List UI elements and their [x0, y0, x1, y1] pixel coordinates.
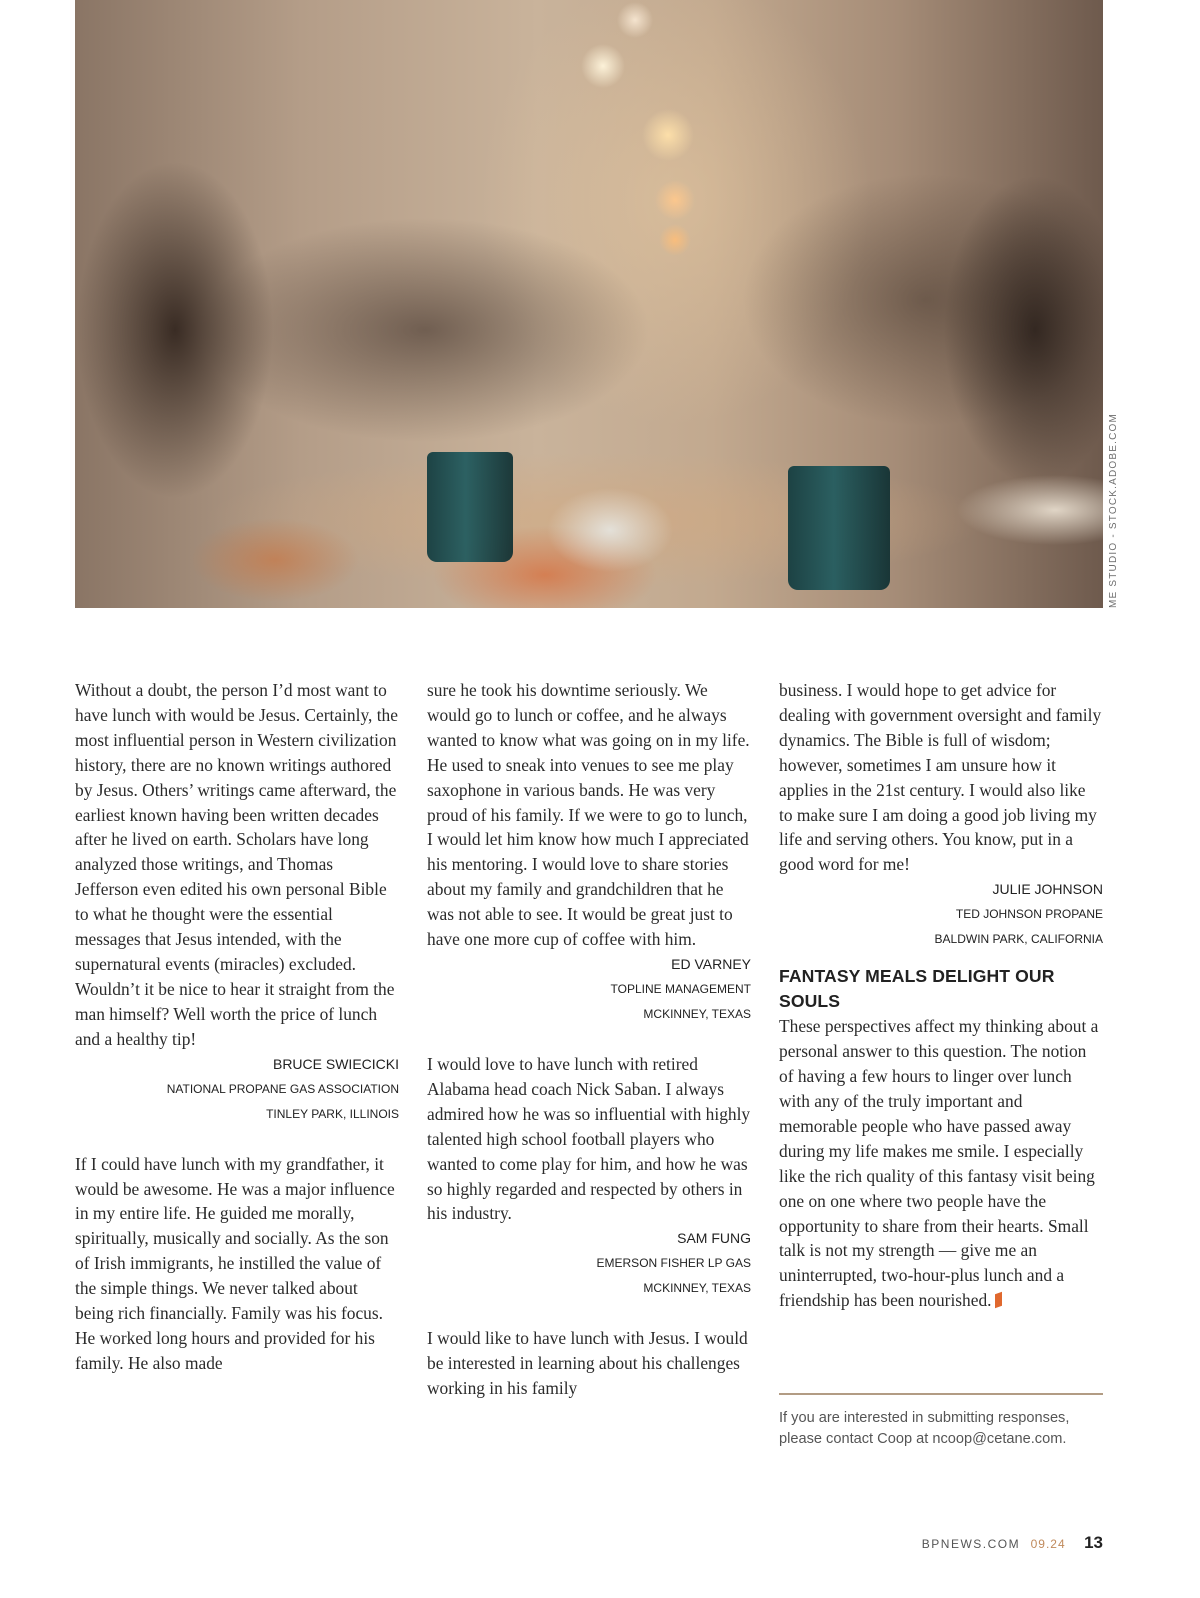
column-1: [75, 678, 399, 1376]
page-footer: [922, 1533, 1103, 1553]
signature-organization: TED JOHNSON PROPANE: [955, 907, 1103, 922]
teal-glass-left: [427, 452, 513, 562]
signature-location: BALDWIN PARK, CALIFORNIA: [934, 932, 1103, 947]
signature-name: JULIE JOHNSON: [992, 881, 1103, 898]
submission-note: If you are interested in submitting responses, please contact Coop at ncoop@cetane.com.: [779, 1410, 1070, 1447]
closing-paragraph: [779, 1014, 1103, 1313]
footer-issue: 09.24: [1030, 1537, 1066, 1551]
signature-bruce-swiecicki: [75, 1052, 399, 1127]
response-paragraph: sure he took his downtime seriously. We would go to lunch or coffee, and he always wanted to know what was going on in my life. He used to sneak into venues to see me play saxophone in various bands. He was very proud of his family. If we were to go to lunch, I would let him know how much I appreciated his mentoring. I would love to share stories about my family and grandchildren that he was not able to see. It would be great just to have one more cup of coffee with him.: [427, 680, 750, 950]
signature-name: BRUCE SWIECICKI: [272, 1055, 399, 1072]
signature-sam-fung: [427, 1226, 751, 1301]
response-paragraph: Without a doubt, the person I’d most want to have lunch with would be Jesus. Certainly, the most influential person in Western civilization history, there are no known writings authored by Jesus. Others’ writings came afterward, the earliest known having been written decades after he lived on earth. Scholars have long analyzed those writings, and Thomas Jefferson even edited his own personal Bible to what he thought were the essential messages that Jesus intended, with the supernatural events (miracles) excluded. Wouldn’t it be nice to hear it straight from the man himself? Well worth the price of lunch and a healthy tip!: [75, 680, 398, 1049]
restaurant-dinner-photo: [75, 0, 1103, 608]
response-paragraph: I would like to have lunch with Jesus. I would be interested in learning about his challenges working in his family: [427, 1328, 748, 1399]
signature-location: MCKINNEY, TEXAS: [643, 1281, 751, 1296]
photo-credit: ME STUDIO - STOCK.ADOBE.COM: [1108, 412, 1119, 608]
signature-julie-johnson: [779, 877, 1103, 952]
signature-organization: EMERSON FISHER LP GAS: [596, 1256, 751, 1271]
column-3: [779, 678, 1103, 1313]
closing-paragraph-text: These perspectives affect my thinking about a personal answer to this question. The notion of having a few hours to linger over lunch with any of the truly important and memorable people who have passed away during my life makes me smile. I especially like the rich quality of this fantasy visit being one on one where two people have the opportunity to share from their hearts. Small talk is not my strength — give me an uninterrupted, two-hour-plus lunch and a friendship has been nourished.: [779, 1016, 1099, 1311]
signature-location: MCKINNEY, TEXAS: [643, 1006, 751, 1021]
signature-location: TINLEY PARK, ILLINOIS: [266, 1106, 399, 1121]
end-mark-icon: [995, 1292, 1002, 1309]
signature-name: ED VARNEY: [671, 955, 751, 972]
signature-organization: NATIONAL PROPANE GAS ASSOCIATION: [166, 1081, 399, 1096]
column-2: [427, 678, 751, 1401]
response-paragraph: business. I would hope to get advice for dealing with government oversight and family dynamics. The Bible is full of wisdom; however, sometimes I am unsure how it applies in the 21st century. I would also like to make sure I am doing a good job living my life and serving others. You know, put in a good word for me!: [779, 680, 1102, 875]
signature-organization: TOPLINE MANAGEMENT: [610, 981, 751, 996]
signature-name: SAM FUNG: [677, 1230, 751, 1247]
section-heading: FANTASY MEALS DELIGHT OUR SOULS: [779, 966, 1055, 1012]
signature-ed-varney: [427, 952, 751, 1027]
response-paragraph: I would love to have lunch with retired Alabama head coach Nick Saban. I always admired how he was so influential with highly talented high school football players who wanted to come play for him, and how he was so highly regarded and respected by others in his industry.: [427, 1053, 751, 1224]
footer-website: BPNEWS.COM: [921, 1537, 1021, 1551]
response-paragraph: If I could have lunch with my grandfather, it would be awesome. He was a major influence in my entire life. He guided me morally, spiritually, musically and socially. As the son of Irish immigrants, he instilled the value of the simple things. We never talked about being rich financially. Family was his focus. He worked long hours and provided for his family. He also made: [75, 1153, 395, 1373]
note-divider: [779, 1393, 1103, 1395]
page-number: 13: [1084, 1533, 1103, 1552]
teal-glass-right: [788, 466, 890, 590]
